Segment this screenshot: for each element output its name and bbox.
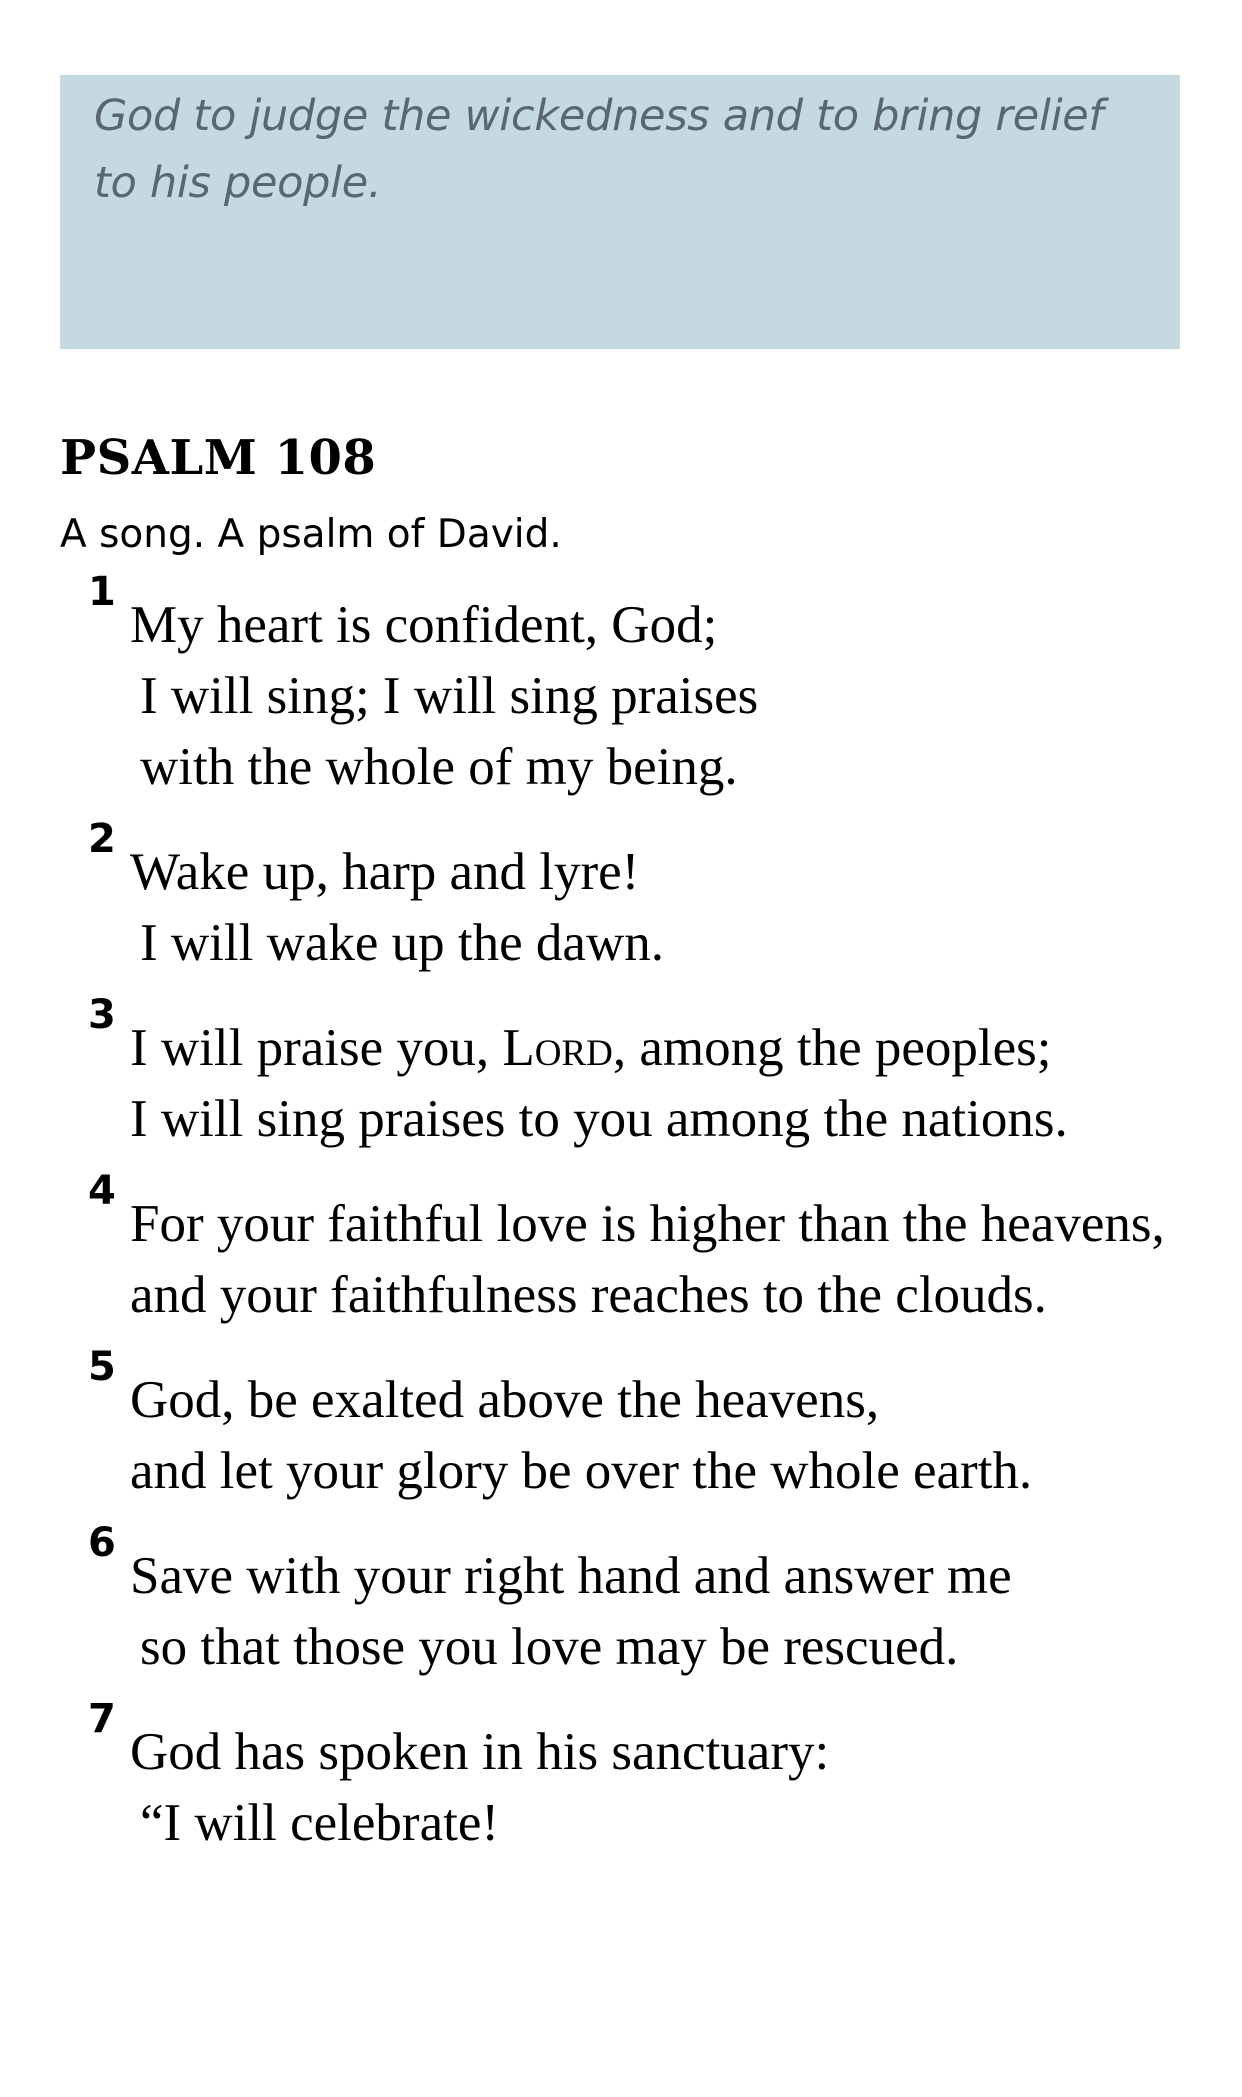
verse-6	[0, 1519, 1242, 1683]
verse-4	[0, 1167, 1242, 1331]
verse-line: and your faithfulness reaches to the clouds.	[130, 1266, 1047, 1324]
verse-line: so that those you love may be rescued.	[140, 1618, 959, 1676]
verse-line: God, be exalted above the heavens,	[130, 1371, 880, 1429]
verse-line: My heart is confident, God;	[130, 596, 718, 654]
verse-line: with the whole of my being.	[140, 738, 738, 796]
verse-3	[0, 991, 1242, 1155]
commentary-callout	[60, 75, 1180, 349]
callout-text: God to judge the wickedness and to bring relief to his people.	[94, 91, 1104, 208]
verse-line: “I will celebrate!	[140, 1794, 499, 1852]
verse-7	[0, 1695, 1242, 1859]
psalm-heading: PSALM 108	[60, 430, 377, 486]
verse-number: 2	[88, 816, 116, 862]
verse-line: I will sing praises to you among the nations.	[130, 1090, 1068, 1148]
verse-number: 4	[88, 1168, 116, 1214]
verse-line: God has spoken in his sanctuary:	[130, 1723, 830, 1781]
verse-1	[0, 568, 1242, 803]
verse-text: , among the peoples;	[612, 1019, 1052, 1077]
verse-number: 7	[88, 1696, 116, 1742]
verse-line: For your faithful love is higher than the heavens,	[130, 1195, 1165, 1253]
verse-number: 5	[88, 1344, 116, 1390]
verse-text: I will praise you,	[130, 1019, 503, 1077]
verse-line: I will wake up the dawn.	[140, 914, 664, 972]
verse-line: and let your glory be over the whole earth.	[130, 1442, 1033, 1500]
verse-5	[0, 1343, 1242, 1507]
verse-number: 3	[88, 992, 116, 1038]
verse-2	[0, 815, 1242, 979]
psalm-subtitle: A song. A psalm of David.	[60, 512, 562, 557]
verse-number: 1	[88, 569, 116, 615]
verse-line: Wake up, harp and lyre!	[130, 843, 640, 901]
verse-line: Save with your right hand and answer me	[130, 1547, 1012, 1605]
verse-line: I will sing; I will sing praises	[140, 667, 759, 725]
verse-number: 6	[88, 1520, 116, 1566]
divine-name: Lord	[502, 1019, 613, 1077]
verse-line	[0, 991, 1242, 1084]
verse-list	[0, 568, 1242, 1871]
